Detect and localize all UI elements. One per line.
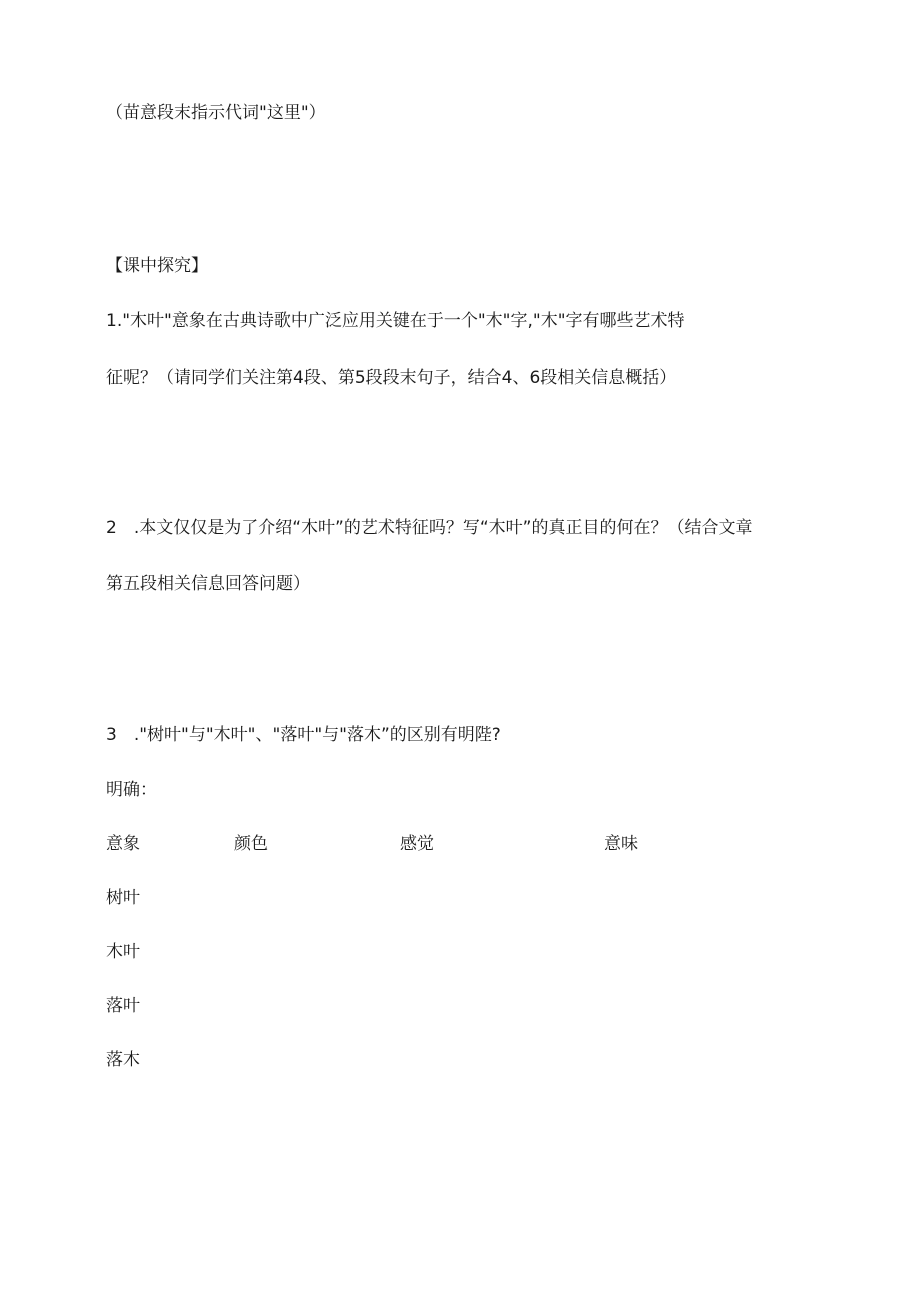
table-header-cell: 意味 bbox=[604, 834, 638, 854]
table-header-cell: 颜色 bbox=[234, 834, 268, 854]
row-label: 落叶 bbox=[106, 996, 140, 1016]
row-label: 树叶 bbox=[106, 888, 140, 908]
table-header-cell: 意象 bbox=[106, 834, 140, 854]
question-1-line-1: 1."木叶"意象在古典诗歌中广泛应用关键在于一个"木"字,"木"字有哪些艺术特 bbox=[106, 311, 685, 331]
question-2-line-1: 2 .本文仅仅是为了介绍“木叶”的艺术特征吗？写“木叶”的真正目的何在？（结合文章 bbox=[106, 518, 753, 538]
question-3: 3 ."树叶"与"木叶"、"落叶"与"落木”的区别有明陛? bbox=[106, 725, 501, 745]
question-1-line-2: 征呢？（请同学们关注第4段、第5段段末句子，结合4、6段相关信息概括） bbox=[106, 368, 677, 388]
hint-text: （苗意段末指示代词"这里"） bbox=[106, 103, 326, 123]
row-label: 木叶 bbox=[106, 942, 140, 962]
row-label: 落木 bbox=[106, 1050, 140, 1070]
answer-label: 明确： bbox=[106, 780, 157, 800]
question-2-line-2: 第五段相关信息回答问题） bbox=[106, 574, 310, 594]
table-header-cell: 感觉 bbox=[400, 834, 434, 854]
section-title: 【课中探究】 bbox=[106, 256, 208, 276]
